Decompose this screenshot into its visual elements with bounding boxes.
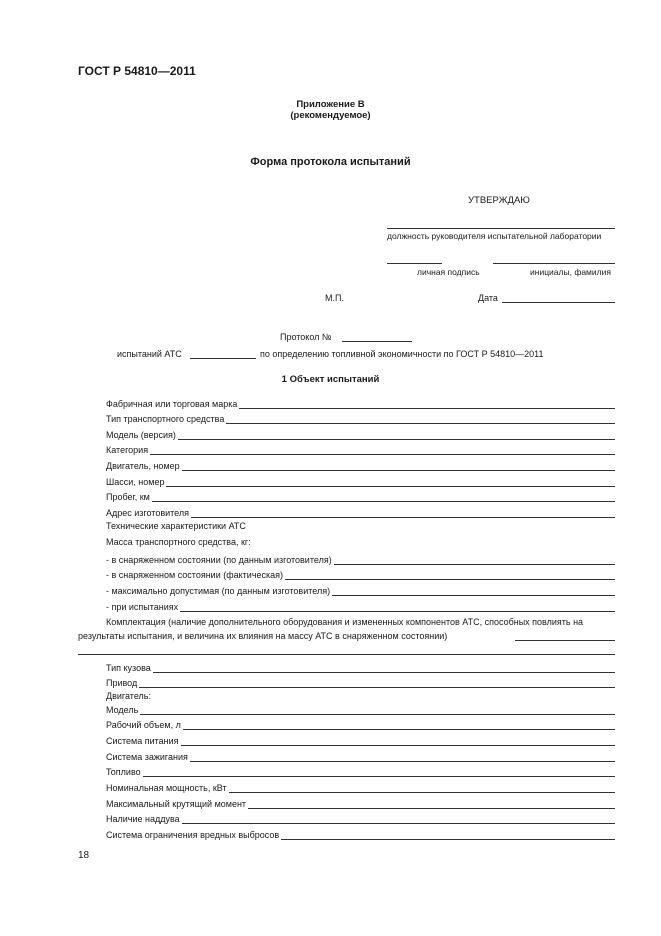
- field-blank: [285, 570, 615, 580]
- field-row: [106, 475, 615, 487]
- tests-suffix: по определению топливной экономичности по ГОСТ Р 54810—2011: [260, 349, 544, 359]
- field-label: Система зажигания: [106, 752, 188, 762]
- protocol-number-label: Протокол №: [280, 332, 332, 342]
- field-blank: [248, 799, 615, 809]
- field-label: Категория: [106, 445, 149, 455]
- field-row: [106, 797, 615, 809]
- tests-vehicle-line: [190, 358, 256, 359]
- tests-prefix: испытаний АТС: [117, 349, 182, 359]
- field-row: [106, 765, 615, 777]
- approval-label: УТВЕРЖДАЮ: [468, 195, 530, 206]
- field-label: Тип кузова: [106, 663, 151, 673]
- field-blank: [239, 399, 615, 409]
- mass-label: Масса транспортного средства, кг:: [106, 537, 251, 547]
- field-blank: [191, 508, 615, 518]
- field-blank: [182, 461, 615, 471]
- field-row: [106, 397, 615, 409]
- field-row: [106, 828, 615, 840]
- engine-label: Двигатель:: [106, 691, 151, 701]
- field-label: Фабричная или торговая марка: [106, 399, 238, 409]
- field-blank: [139, 678, 615, 688]
- field-row: [106, 584, 615, 596]
- field-label: Топливо: [106, 767, 141, 777]
- field-label: - в снаряженном состоянии (фактическая): [106, 570, 284, 580]
- equipment-paragraph: Комплектация (наличие дополнительного оборудования и измененных компонентов АТС, способных повлиять на результаты испытания, и величина их влияния на массу АТС в снаряженном состоянии): [78, 617, 584, 641]
- field-label: Модель (версия): [106, 430, 176, 440]
- field-row: [106, 568, 615, 580]
- initials-caption: инициалы, фамилия: [530, 267, 611, 277]
- field-blank: [183, 720, 615, 730]
- position-line: [387, 228, 615, 229]
- position-caption: должность руководителя испытательной лаборатории: [387, 231, 602, 241]
- section-heading: 1 Объект испытаний: [281, 374, 380, 385]
- field-row: [106, 412, 615, 424]
- equipment-line-end: [515, 640, 615, 641]
- field-blank: [150, 445, 615, 455]
- date-line: [502, 302, 615, 303]
- field-blank: [182, 814, 615, 824]
- field-label: Пробег, км: [106, 492, 150, 502]
- field-row: [106, 490, 615, 502]
- field-row: [106, 553, 615, 565]
- field-row: [106, 750, 615, 762]
- field-blank: [166, 477, 615, 487]
- field-row: [106, 781, 615, 793]
- initials-line: [493, 263, 615, 264]
- field-row: [106, 600, 615, 612]
- tech-characteristics-label: Технические характеристики АТС: [106, 521, 246, 531]
- field-label: Адрес изготовителя: [106, 508, 189, 518]
- date-label: Дата: [478, 293, 498, 303]
- field-row: [106, 459, 615, 471]
- appendix-note: (рекомендуемое): [290, 110, 371, 121]
- field-row: [106, 506, 615, 518]
- field-label: - при испытаниях: [106, 602, 179, 612]
- field-label: Двигатель, номер: [106, 461, 180, 471]
- field-blank: [152, 492, 615, 502]
- field-label: Максимальный крутящий момент: [106, 799, 247, 809]
- field-row: [106, 703, 615, 715]
- page-number: 18: [78, 850, 90, 861]
- field-blank: [143, 767, 615, 777]
- standard-header: ГОСТ Р 54810—2011: [78, 64, 196, 78]
- field-row: [106, 443, 615, 455]
- field-blank: [140, 705, 615, 715]
- field-row: [106, 661, 615, 673]
- field-label: Наличие наддува: [106, 814, 180, 824]
- protocol-number-line: [342, 341, 412, 342]
- field-label: Рабочий объем, л: [106, 720, 181, 730]
- signature-caption: личная подпись: [417, 267, 480, 277]
- field-blank: [229, 783, 615, 793]
- field-blank: [180, 602, 615, 612]
- field-label: Система ограничения вредных выбросов: [106, 830, 280, 840]
- field-label: Шасси, номер: [106, 477, 165, 487]
- field-label: Номинальная мощность, кВт: [106, 783, 227, 793]
- field-blank: [281, 830, 615, 840]
- field-row: [106, 734, 615, 746]
- field-row: [106, 812, 615, 824]
- field-blank: [226, 414, 615, 424]
- appendix-title: Приложение В: [296, 99, 365, 110]
- field-label: - в снаряженном состоянии (по данным изготовителя): [106, 555, 332, 565]
- document-title: Форма протокола испытаний: [250, 156, 411, 168]
- field-blank: [153, 663, 615, 673]
- field-label: Привод: [106, 678, 138, 688]
- field-label: Модель: [106, 705, 139, 715]
- stamp-label: М.П.: [325, 293, 344, 303]
- field-blank: [181, 736, 615, 746]
- field-blank: [178, 430, 615, 440]
- field-row: [106, 676, 615, 688]
- signature-line: [387, 263, 442, 264]
- field-label: - максимально допустимая (по данным изготовителя): [106, 586, 331, 596]
- field-label: Тип транспортного средства: [106, 414, 225, 424]
- field-blank: [334, 555, 615, 565]
- field-blank: [332, 586, 615, 596]
- field-row: [106, 428, 615, 440]
- field-blank: [190, 752, 615, 762]
- field-row: [106, 718, 615, 730]
- field-label: Система питания: [106, 736, 179, 746]
- equipment-line-full: [78, 654, 615, 655]
